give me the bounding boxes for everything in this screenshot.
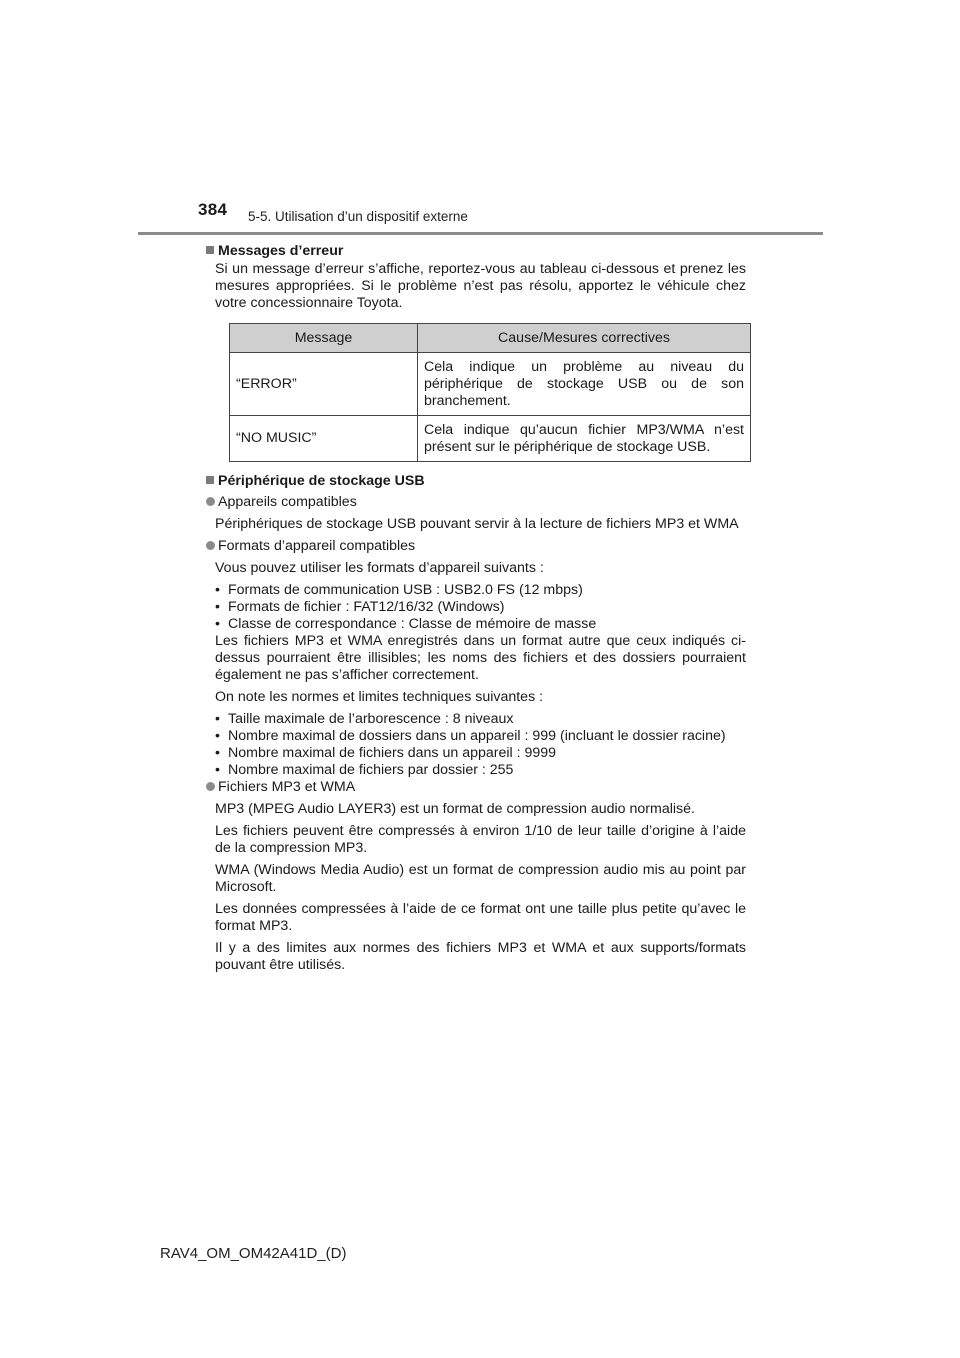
- list-item: • Formats de fichier : FAT12/16/32 (Windows): [215, 599, 746, 616]
- compatible-title-text: Appareils compatibles: [218, 494, 357, 510]
- circle-bullet-icon: [206, 782, 215, 791]
- circle-bullet-icon: [206, 541, 215, 550]
- compatible-title: [206, 494, 746, 511]
- square-bullet-icon: [206, 246, 214, 254]
- files-paragraph: Il y a des limites aux normes des fichiers MP3 et WMA et aux supports/formats pouvant être utilisés.: [215, 940, 746, 973]
- files-title: [206, 779, 746, 796]
- circle-bullet-icon: [206, 497, 215, 506]
- table-cell-cause: Cela indique qu’aucun fichier MP3/WMA n’est présent sur le périphérique de stockage USB.: [418, 416, 751, 462]
- table-header-row: [230, 324, 751, 353]
- column-header-message: Message: [230, 324, 418, 353]
- formats-title-text: Formats d’appareil compatibles: [218, 538, 416, 554]
- usb-heading-text: Périphérique de stockage USB: [218, 473, 425, 489]
- list-item: • Nombre maximal de fichiers par dossier : 255: [215, 762, 746, 779]
- formats-intro: Vous pouvez utiliser les formats d’appareil suivants :: [215, 560, 544, 576]
- list-item: • Taille maximale de l’arborescence : 8 niveaux: [215, 711, 746, 728]
- files-title-text: Fichiers MP3 et WMA: [218, 779, 356, 795]
- table-row: [230, 416, 751, 462]
- formats-list: [215, 582, 746, 633]
- table-cell-message: “ERROR”: [230, 353, 418, 416]
- usb-heading: [206, 473, 746, 490]
- limits-list: [215, 711, 746, 779]
- footer-code: RAV4_OM_OM42A41D_(D): [160, 1245, 347, 1262]
- page-content: [215, 243, 746, 974]
- header-rule: [138, 232, 823, 235]
- table-cell-cause: Cela indique un problème au niveau du périphérique de stockage USB ou de son branchement.: [418, 353, 751, 416]
- list-item: • Classe de correspondance : Classe de mémoire de masse: [215, 616, 746, 633]
- compatible-text: Périphériques de stockage USB pouvant servir à la lecture de fichiers MP3 et WMA: [215, 516, 739, 532]
- table-row: [230, 353, 751, 416]
- section-title: 5-5. Utilisation d’un dispositif externe: [248, 209, 468, 224]
- error-table: [229, 323, 751, 462]
- files-paragraph: MP3 (MPEG Audio LAYER3) est un format de compression audio normalisé.: [215, 801, 695, 817]
- column-header-cause: Cause/Mesures correctives: [418, 324, 751, 353]
- formats-title: [206, 538, 746, 555]
- square-bullet-icon: [206, 476, 214, 484]
- formats-note: Les fichiers MP3 et WMA enregistrés dans un format autre que ceux indiqués ci-dessus pourraient être illisibles; les noms des fichiers et des dossiers pourraient également ne pas s’afficher correctement.: [215, 633, 746, 683]
- errors-intro: Si un message d’erreur s’affiche, reportez-vous au tableau ci-dessous et prenez les mesures appropriées. Si le problème n’est pas résolu, apportez le véhicule chez votre concessionnaire Toyota.: [215, 261, 746, 311]
- files-paragraph: Les fichiers peuvent être compressés à environ 1/10 de leur taille d’origine à l’aide de la compression MP3.: [215, 823, 746, 856]
- page-number: 384: [198, 200, 228, 219]
- list-item: • Formats de communication USB : USB2.0 FS (12 mbps): [215, 582, 746, 599]
- list-item: • Nombre maximal de fichiers dans un appareil : 9999: [215, 745, 746, 762]
- files-paragraph: Les données compressées à l’aide de ce format ont une taille plus petite qu’avec le format MP3.: [215, 901, 746, 934]
- files-paragraph: WMA (Windows Media Audio) est un format de compression audio mis au point par Microsoft.: [215, 862, 746, 895]
- errors-heading: [206, 243, 746, 260]
- errors-heading-text: Messages d’erreur: [218, 243, 344, 259]
- limits-intro: On note les normes et limites techniques suivantes :: [215, 689, 544, 705]
- table-cell-message: “NO MUSIC”: [230, 416, 418, 462]
- list-item: • Nombre maximal de dossiers dans un appareil : 999 (incluant le dossier racine): [215, 728, 746, 745]
